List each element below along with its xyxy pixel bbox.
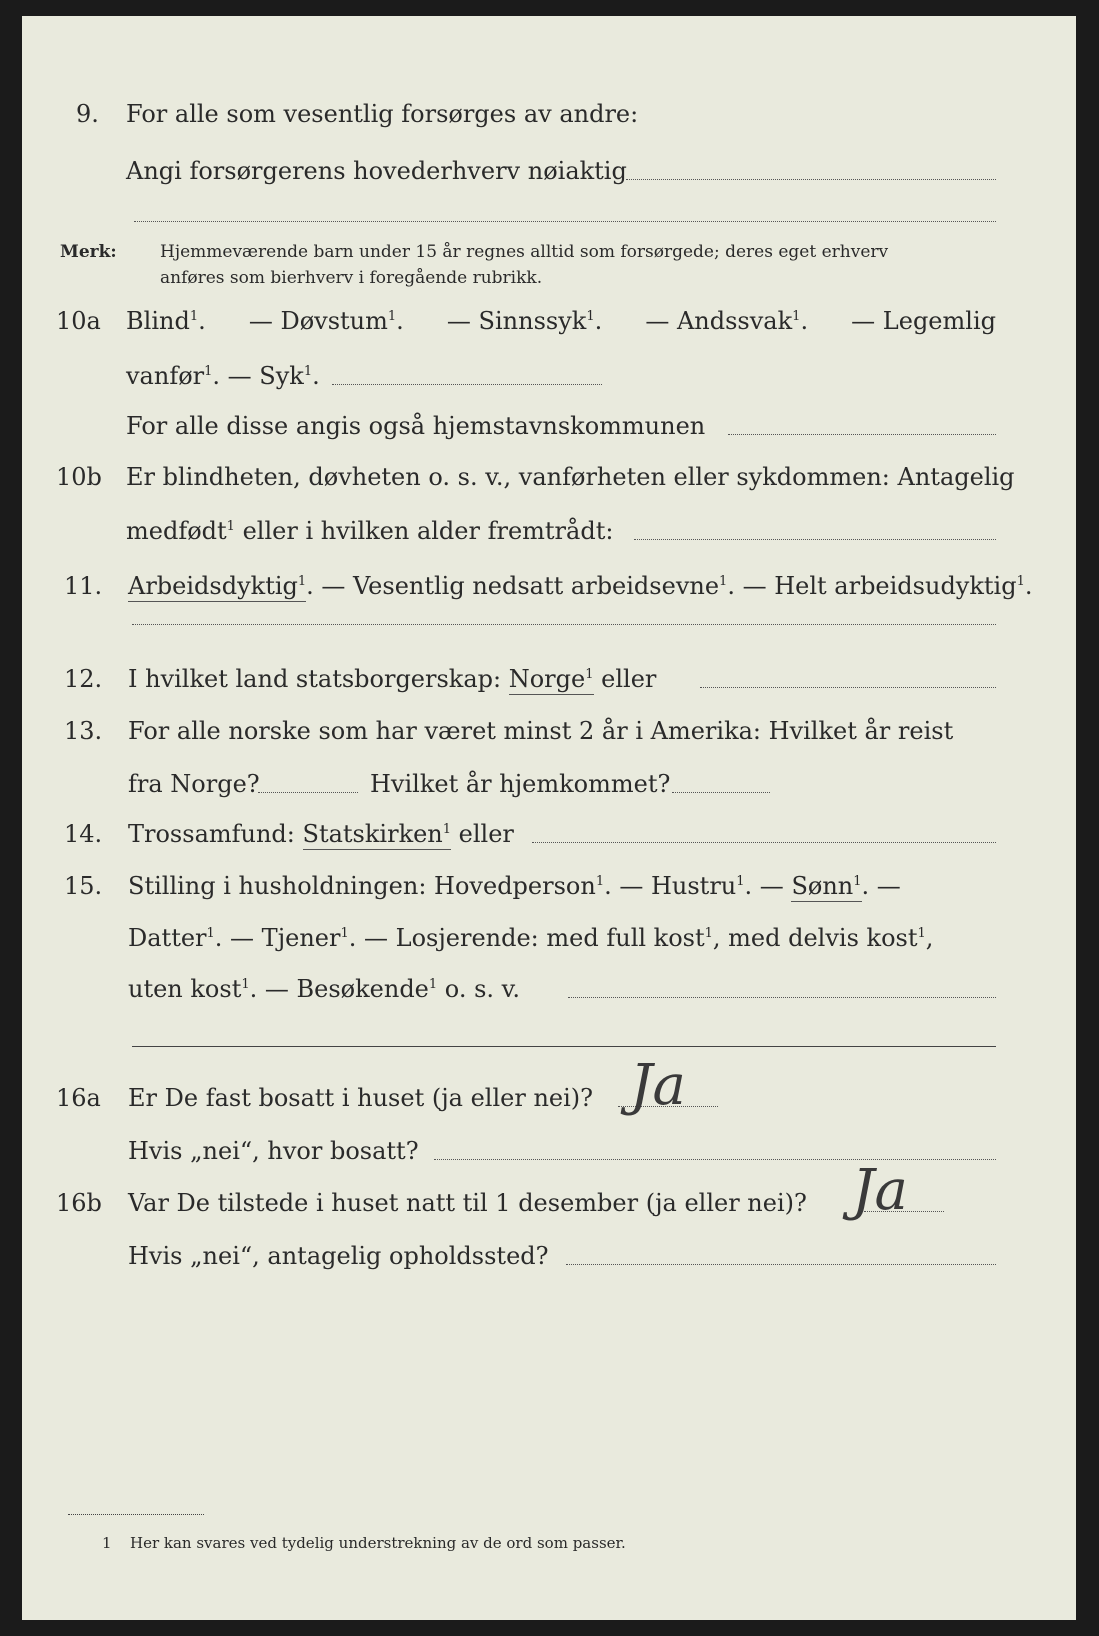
q16a-handwritten-answer: Ja bbox=[630, 1053, 686, 1118]
q15-uten-kost[interactable]: uten kost$^1$ bbox=[128, 975, 250, 1003]
merk-line1: Hjemmeværende barn under 15 år regnes alltid som forsørgede; deres eget erhverv bbox=[160, 242, 889, 262]
q16a-line2: Hvis „nei“, hvor bosatt? bbox=[128, 1137, 419, 1165]
q15-answer-line-2[interactable] bbox=[132, 1046, 996, 1047]
q10b-medfodt[interactable]: medfødt$^1$ bbox=[126, 517, 235, 545]
q13-line2a: fra Norge? bbox=[128, 770, 260, 798]
q16a-number: 16a bbox=[56, 1084, 101, 1112]
footnote-text: Her kan svares ved tydelig understrekning av de ord som passer. bbox=[130, 1534, 626, 1552]
q15-hovedperson[interactable]: Stilling i husholdningen: Hovedperson$^1$ bbox=[128, 872, 605, 900]
q14-statskirken[interactable]: Statskirken$^1$ bbox=[302, 820, 452, 848]
q13-reist-answer-line[interactable] bbox=[258, 792, 358, 793]
q16b-line1: Var De tilstede i huset natt til 1 desember (ja eller nei)? bbox=[128, 1189, 807, 1217]
q13-hjemkommet-answer-line[interactable] bbox=[672, 792, 770, 793]
q15-hustru[interactable]: . — Hustru$^1$ bbox=[604, 872, 745, 900]
q10a-andssvak[interactable]: — Andssvak$^1$. bbox=[645, 307, 809, 335]
q16a-line1: Er De fast bosatt i huset (ja eller nei)? bbox=[128, 1084, 594, 1112]
q10a-dovstum[interactable]: — Døvstum$^1$. bbox=[248, 307, 404, 335]
q15-line3: uten kost$^1$. — Besøkende$^1$ o. s. v. bbox=[128, 975, 520, 1003]
q10a-legemlig[interactable]: — Legemlig bbox=[851, 307, 996, 335]
q14-line1: Trossamfund: Statskirken$^1$ eller bbox=[128, 820, 514, 848]
q16b-handwritten-answer: Ja bbox=[852, 1158, 908, 1223]
q15-number: 15. bbox=[64, 872, 103, 900]
q14-answer-line[interactable] bbox=[532, 842, 996, 843]
q16b-line2: Hvis „nei“, antagelig opholdssted? bbox=[128, 1242, 549, 1270]
q12-line1: I hvilket land statsborgerskap: Norge$^1$ eller bbox=[128, 665, 657, 693]
q11-helt[interactable]: . — Helt arbeidsudyktig$^1$. bbox=[727, 572, 1033, 600]
q12-answer-line[interactable] bbox=[700, 687, 996, 688]
q16b-number: 16b bbox=[56, 1189, 102, 1217]
q10a-vanfor[interactable]: vanfør$^1$ bbox=[126, 362, 213, 390]
merk-label: Merk: bbox=[60, 242, 117, 262]
q10b-line2: medfødt$^1$ eller i hvilken alder fremtrådt: bbox=[126, 517, 614, 545]
q13-line2b: Hvilket år hjemkommet? bbox=[370, 770, 671, 798]
q15-full-kost[interactable]: . — Losjerende: med full kost$^1$ bbox=[348, 924, 713, 952]
footnote-rule bbox=[68, 1514, 204, 1515]
q10a-hjemstavn-answer-line[interactable] bbox=[728, 434, 996, 435]
q10b-number: 10b bbox=[56, 463, 102, 491]
q12-norge[interactable]: Norge$^1$ bbox=[508, 665, 594, 693]
q9-answer-line[interactable] bbox=[626, 179, 996, 180]
q15-besokende[interactable]: . — Besøkende$^1$ bbox=[249, 975, 438, 1003]
q14-number: 14. bbox=[64, 820, 103, 848]
q11-number: 11. bbox=[64, 572, 103, 600]
q11-vesentlig[interactable]: . — Vesentlig nedsatt arbeidsevne$^1$ bbox=[306, 572, 728, 600]
q11-answer-line[interactable] bbox=[132, 624, 996, 625]
q12-number: 12. bbox=[64, 665, 103, 693]
q16a-bosatt-answer-line[interactable] bbox=[434, 1159, 996, 1160]
q10b-line1: Er blindheten, døvheten o. s. v., vanførheten eller sykdommen: Antagelig bbox=[126, 463, 1015, 491]
q9-number: 9. bbox=[76, 100, 99, 128]
q15-sonn[interactable]: Sønn$^1$ bbox=[791, 872, 862, 900]
q10a-line1 bbox=[126, 306, 996, 336]
merk-line2: anføres som bierhverv i foregående rubrikk. bbox=[160, 268, 543, 288]
q9-line2: Angi forsørgerens hovederhverv nøiaktig bbox=[126, 157, 627, 185]
q15-line1: Stilling i husholdningen: Hovedperson$^1$. — Hustru$^1$. — Sønn$^1$. — bbox=[128, 872, 901, 900]
q15-tjener[interactable]: . — Tjener$^1$ bbox=[214, 924, 349, 952]
q13-number: 13. bbox=[64, 717, 103, 745]
q11-arbeidsdyktig[interactable]: Arbeidsdyktig$^1$ bbox=[128, 572, 307, 600]
q15-datter[interactable]: Datter$^1$ bbox=[128, 924, 215, 952]
footnote-mark: 1 bbox=[102, 1534, 112, 1552]
q10a-sinnssyk[interactable]: — Sinnssyk$^1$. bbox=[446, 307, 603, 335]
q11-line1 bbox=[128, 571, 1033, 601]
q13-line1: For alle norske som har været minst 2 år i Amerika: Hvilket år reist bbox=[128, 717, 954, 745]
q10a-blind[interactable]: Blind$^1$. bbox=[126, 307, 206, 335]
q15-line2: Datter$^1$. — Tjener$^1$. — Losjerende: med full kost$^1$, med delvis kost$^1$, bbox=[128, 924, 934, 952]
q9-answer-line-2[interactable] bbox=[134, 221, 996, 222]
census-form-page bbox=[22, 16, 1076, 1620]
q10a-line2 bbox=[126, 361, 320, 391]
q10a-line3: For alle disse angis også hjemstavnskommunen bbox=[126, 412, 706, 440]
q15-answer-line[interactable] bbox=[568, 997, 996, 998]
q10a-number: 10a bbox=[56, 307, 101, 335]
q15-delvis-kost[interactable]: , med delvis kost$^1$ bbox=[712, 924, 926, 952]
q10a-syk-answer-line[interactable] bbox=[332, 384, 602, 385]
q10a-syk[interactable]: . — Syk$^1$. bbox=[212, 362, 320, 390]
q16b-opholdssted-answer-line[interactable] bbox=[566, 1264, 996, 1265]
q9-line1: For alle som vesentlig forsørges av andre: bbox=[126, 100, 639, 128]
q10b-answer-line[interactable] bbox=[634, 539, 996, 540]
